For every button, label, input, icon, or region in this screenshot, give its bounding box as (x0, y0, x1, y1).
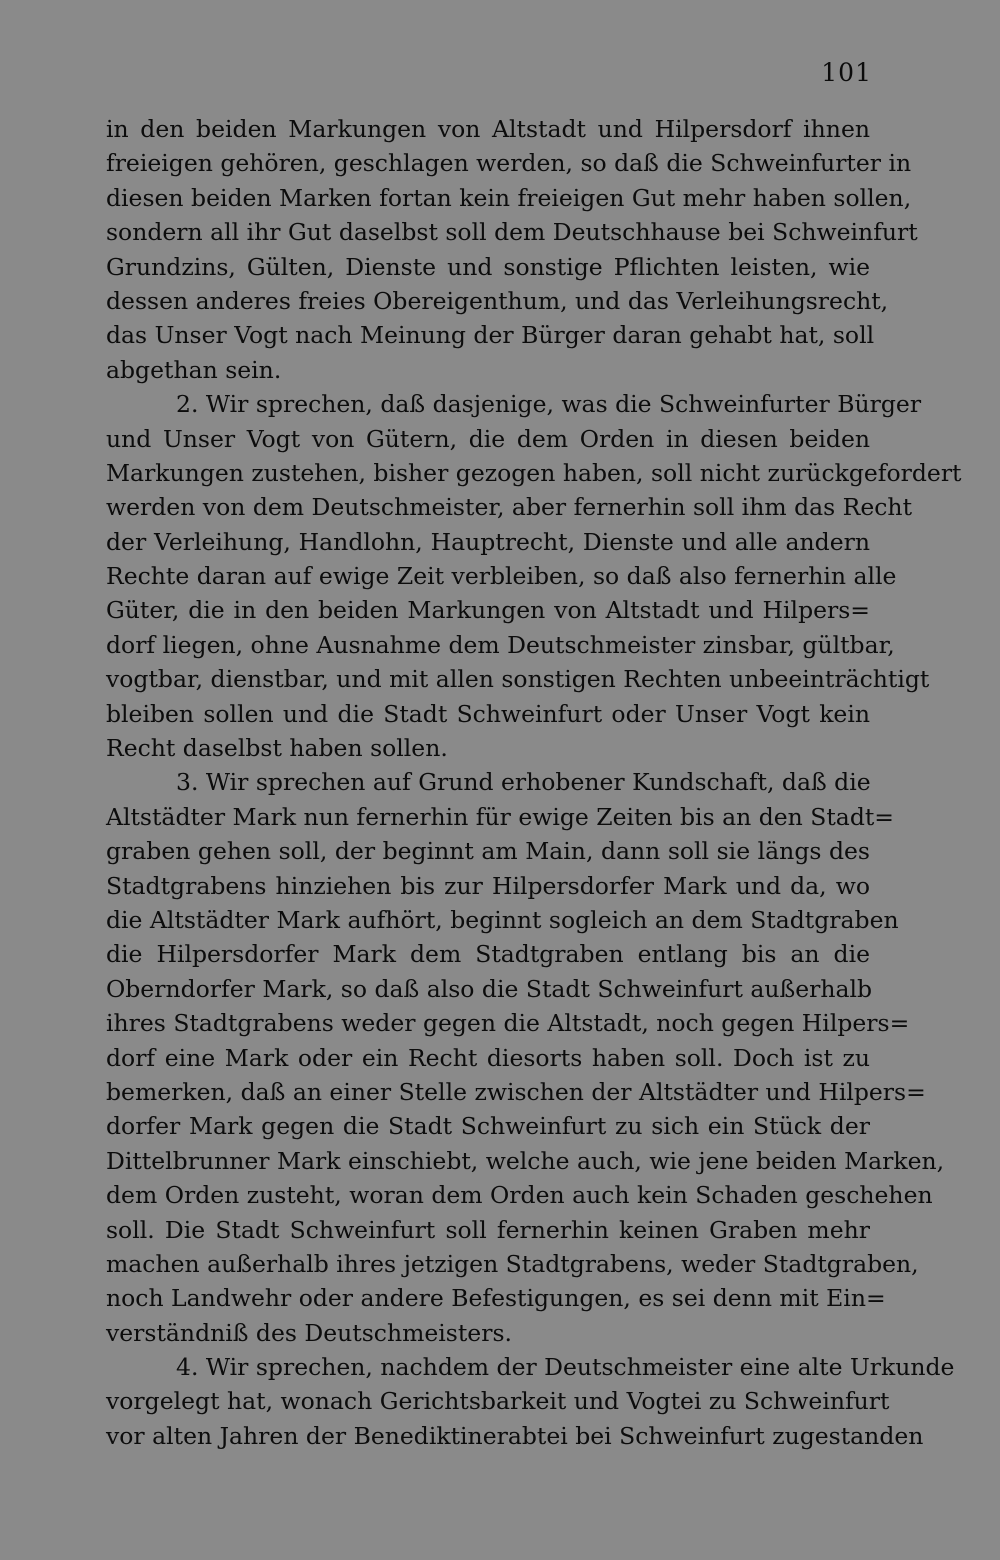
text-line: noch Landwehr oder andere Befestigungen, es sei denn mit Ein= (106, 1284, 886, 1313)
text-line: soll. Die Stadt Schweinfurt soll fernerhin keinen Graben mehr (106, 1215, 870, 1244)
text-line: die Altstädter Mark aufhört, beginnt sogleich an dem Stadtgraben (106, 905, 899, 934)
text-line: vogtbar, dienstbar, und mit allen sonstigen Rechten unbeeinträchtigt (106, 665, 930, 694)
text-line: diesen beiden Marken fortan kein freieigen Gut mehr haben sollen, (106, 183, 912, 212)
text-line: ihres Stadtgrabens weder gegen die Altstadt, noch gegen Hilpers= (106, 1009, 910, 1038)
text-line: dorf eine Mark oder ein Recht diesorts haben soll. Doch ist zu (106, 1043, 870, 1072)
text-line: das Unser Vogt nach Meinung der Bürger daran gehabt hat, soll (106, 321, 875, 350)
text-line: werden von dem Deutschmeister, aber fernerhin soll ihm das Recht (106, 493, 913, 522)
text-line: Dittelbrunner Mark einschiebt, welche auch, wie jene beiden Marken, (106, 1146, 945, 1175)
text-line: verständniß des Deutschmeisters. (106, 1318, 512, 1347)
text-line: der Verleihung, Handlohn, Hauptrecht, Dienste und alle andern (106, 527, 870, 556)
text-line: abgethan sein. (106, 355, 282, 384)
text-line: dorf liegen, ohne Ausnahme dem Deutschmeister zinsbar, gültbar, (106, 630, 895, 659)
text-line: 4. Wir sprechen, nachdem der Deutschmeister eine alte Urkunde (176, 1353, 955, 1382)
text-line: Stadtgrabens hinziehen bis zur Hilpersdorfer Mark und da, wo (106, 871, 870, 900)
text-line: freieigen gehören, geschlagen werden, so daß die Schweinfurter in (106, 149, 912, 178)
text-line: vorgelegt hat, wonach Gerichtsbarkeit und Vogtei zu Schweinfurt (106, 1387, 890, 1416)
text-line: in den beiden Markungen von Altstadt und Hilpersdorf ihnen (106, 115, 870, 143)
text-line: bleiben sollen und die Stadt Schweinfurt oder Unser Vogt kein (106, 699, 870, 728)
text-line: Recht daselbst haben sollen. (106, 734, 448, 763)
text-line: vor alten Jahren der Benediktinerabtei bei Schweinfurt zugestanden (106, 1421, 924, 1450)
text-line: die Hilpersdorfer Mark dem Stadtgraben entlang bis an die (106, 940, 870, 969)
page-number: 101 (821, 58, 872, 87)
text-line: graben gehen soll, der beginnt am Main, dann soll sie längs des (106, 837, 870, 866)
text-line: bemerken, daß an einer Stelle zwischen der Altstädter und Hilpers= (106, 1077, 926, 1106)
text-line: Rechte daran auf ewige Zeit verbleiben, so daß also fernerhin alle (106, 562, 897, 591)
text-line: sondern all ihr Gut daselbst soll dem Deutschhause bei Schweinfurt (106, 218, 918, 247)
text-line: Altstädter Mark nun fernerhin für ewige Zeiten bis an den Stadt= (106, 802, 894, 831)
text-line: Markungen zustehen, bisher gezogen haben, soll nicht zurückgefordert (106, 458, 962, 487)
text-line: und Unser Vogt von Gütern, die dem Orden in diesen beiden (106, 424, 870, 453)
text-line: dorfer Mark gegen die Stadt Schweinfurt zu sich ein Stück der (106, 1112, 870, 1141)
text-line: Grundzins, Gülten, Dienste und sonstige Pflichten leisten, wie (106, 252, 870, 281)
text-line: Güter, die in den beiden Markungen von Altstadt und Hilpers= (106, 596, 870, 625)
text-line: 3. Wir sprechen auf Grund erhobener Kundschaft, daß die (176, 768, 871, 797)
text-line: dessen anderes freies Obereigenthum, und das Verleihungsrecht, (106, 286, 889, 315)
text-line: machen außerhalb ihres jetzigen Stadtgrabens, weder Stadtgraben, (106, 1249, 919, 1278)
text-line: dem Orden zusteht, woran dem Orden auch kein Schaden geschehen (106, 1181, 933, 1210)
body-text (106, 112, 962, 1453)
text-line: Oberndorfer Mark, so daß also die Stadt Schweinfurt außerhalb (106, 974, 873, 1003)
text-line: 2. Wir sprechen, daß dasjenige, was die Schweinfurter Bürger (176, 390, 922, 419)
